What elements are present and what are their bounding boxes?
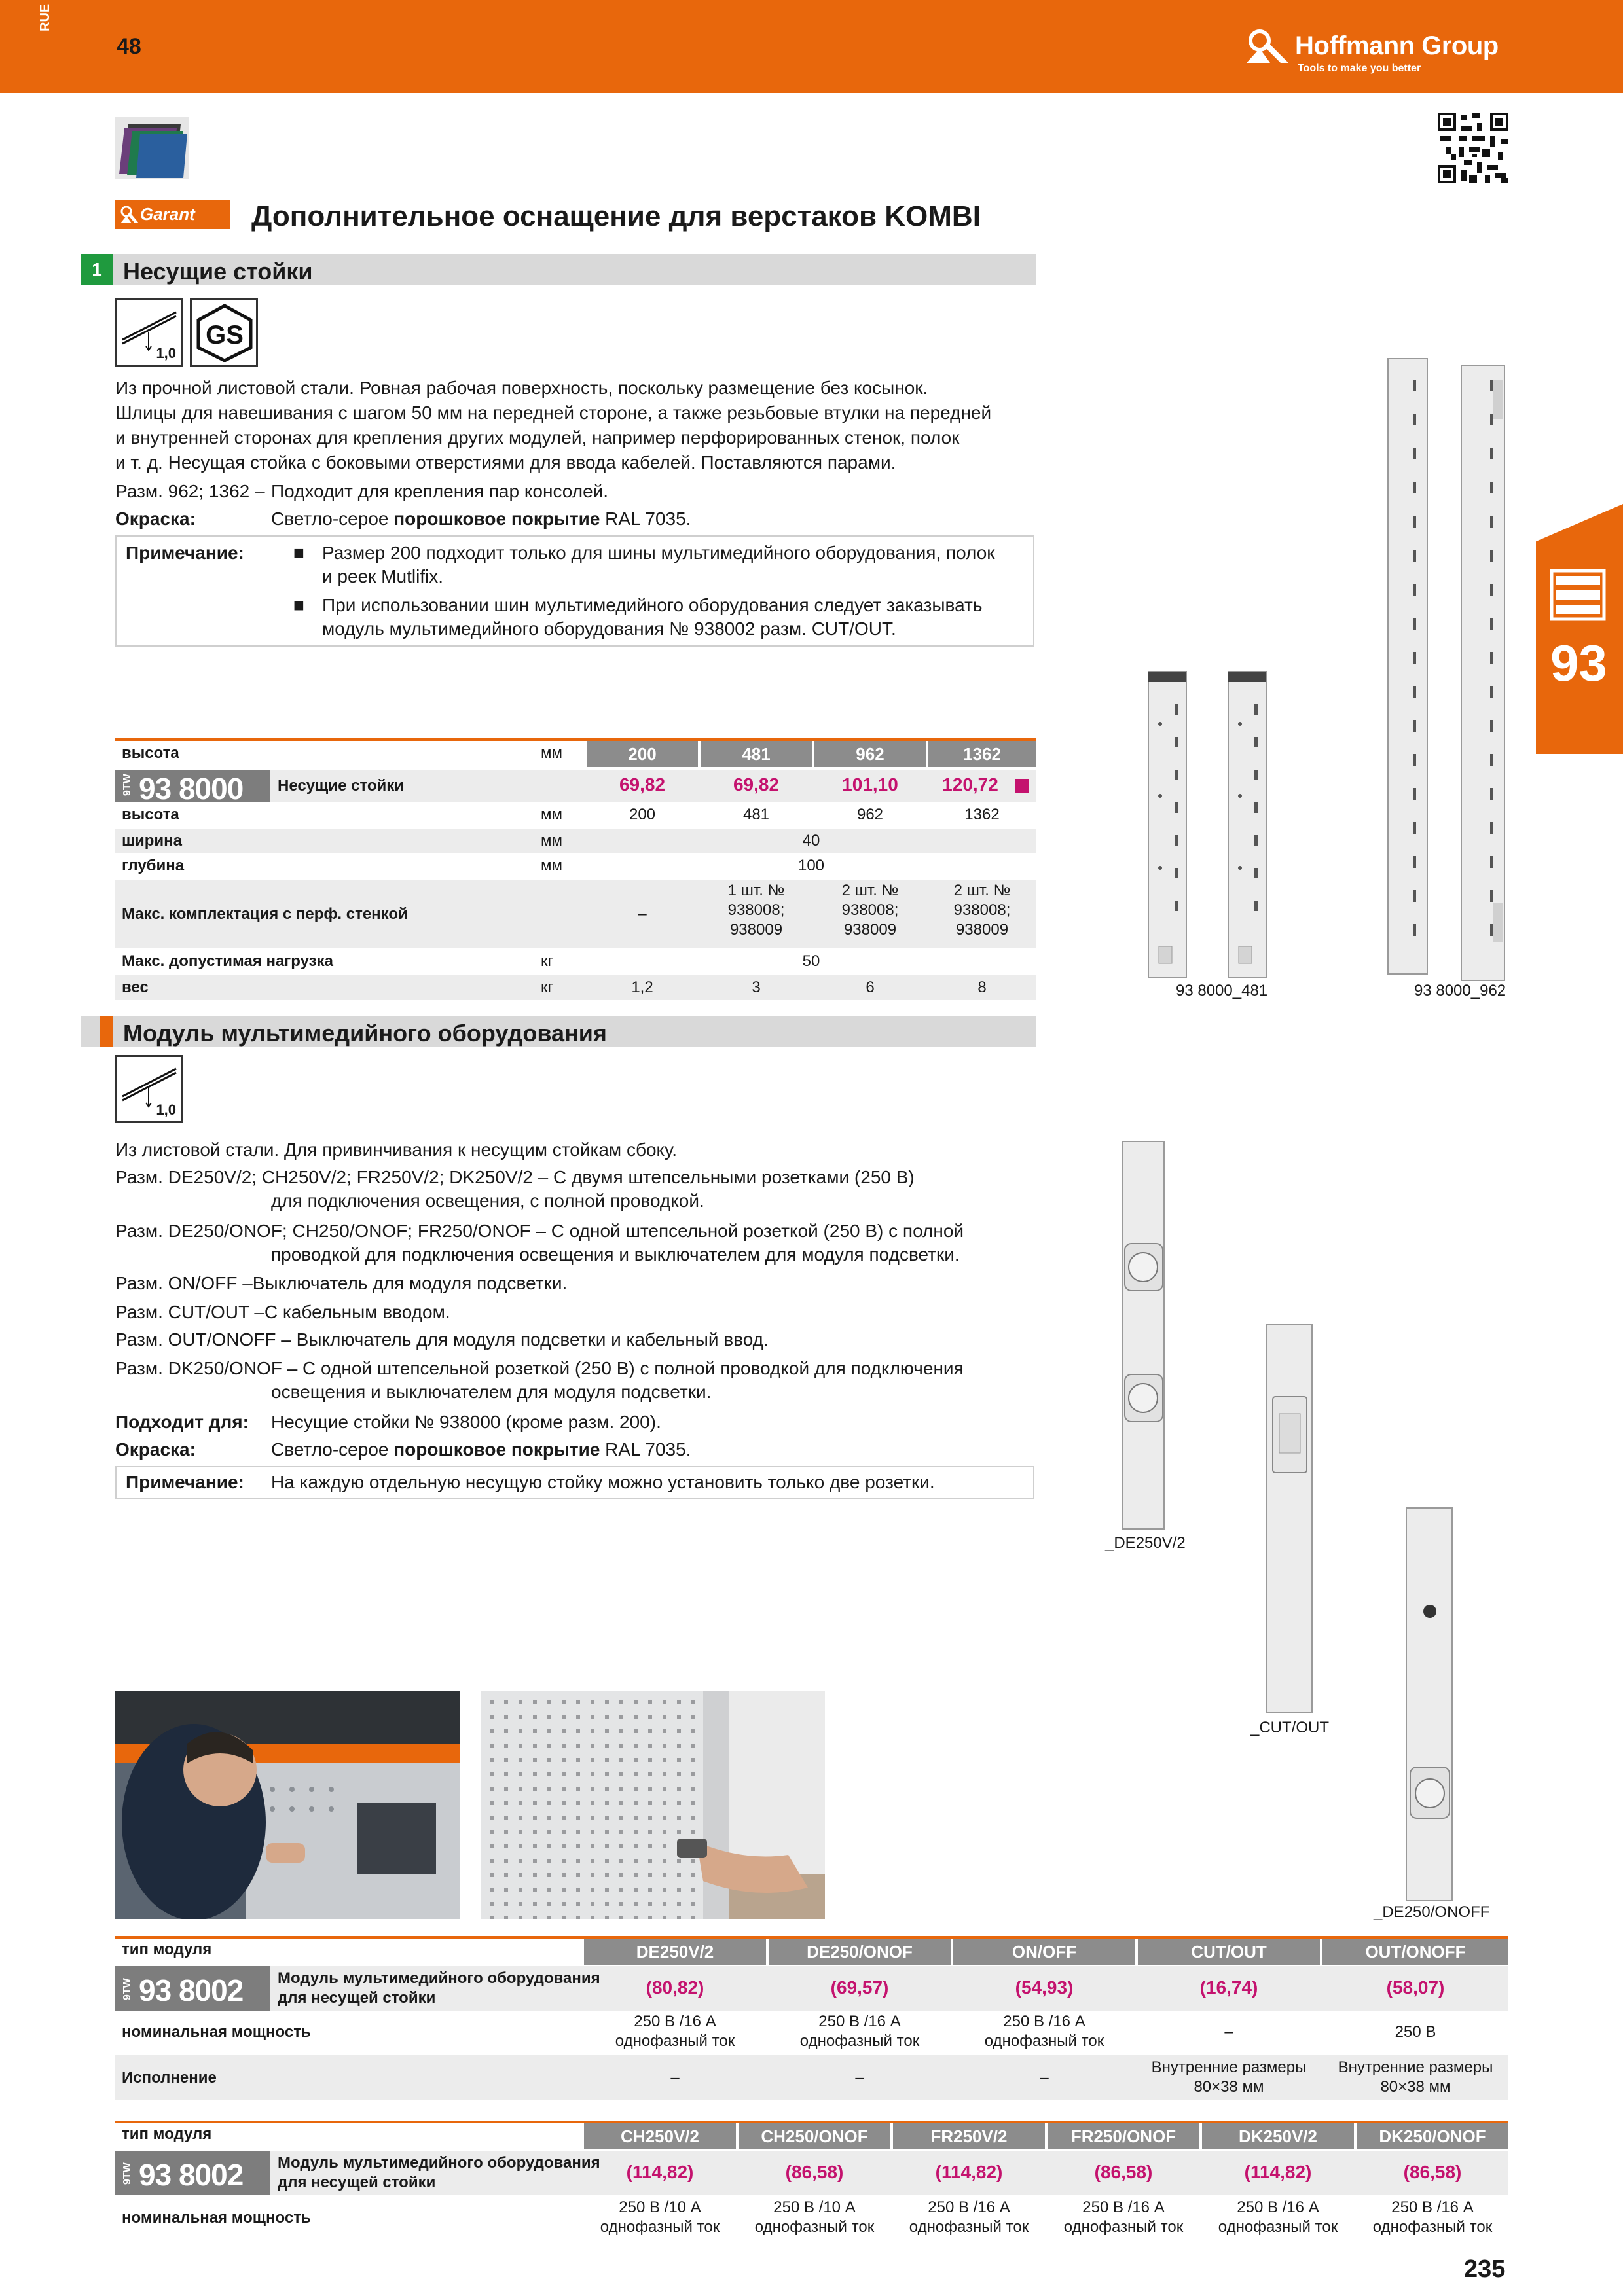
max-config-value: 938009 (843, 921, 897, 939)
sheet-thickness-icon (115, 298, 183, 367)
article-number-box[interactable] (115, 770, 270, 806)
chapter-tab[interactable] (1536, 504, 1623, 754)
max-config-value: – (638, 905, 647, 923)
power-value: однофазный ток (1063, 2218, 1184, 2236)
thickness-value: 1,0 (156, 345, 176, 361)
note-label: Примечание: (126, 543, 244, 563)
section-2-line: Разм. CUT/OUT –С кабельным вводом. (115, 1302, 450, 1322)
article-number-box[interactable] (115, 1966, 270, 2011)
max-load-value: 50 (802, 952, 820, 970)
unit-mm: мм (541, 857, 562, 874)
price: (16,74) (1199, 1977, 1258, 1998)
depth-label: глубина (122, 857, 185, 874)
max-config-label: Макс. комплектация с перф. стенкой (122, 905, 408, 923)
max-config-value: 938008; (953, 901, 1011, 919)
power-value: однофазный ток (909, 2218, 1029, 2236)
garant-brand-badge (115, 200, 230, 229)
size-header: 481 (701, 741, 812, 767)
hoffmann-logo[interactable] (1244, 26, 1506, 79)
caption-cutout: _CUT/OUT (1250, 1719, 1329, 1736)
price: (54,93) (1015, 1977, 1074, 1998)
section-2-header (81, 1016, 1036, 1047)
module-de250v2-image (1120, 1139, 1172, 1532)
note-line-2: и реек Mutlifix. (322, 566, 444, 586)
caption-de250v2: _DE250V/2 (1105, 1534, 1186, 1552)
price: (80,82) (646, 1977, 704, 1998)
power-value: 250 В /16 А (1391, 2198, 1474, 2216)
price: (58,07) (1386, 1977, 1445, 1998)
page-number-top: 48 (117, 34, 141, 59)
section-1-desc-line-3: и внутренней сторонах для крепления других модулей, например перфорированных стенок, полок (115, 427, 960, 448)
gs-certification-icon (190, 298, 258, 367)
section-1-desc-line-2: Шлицы для навешивания с шагом 50 мм на передней стороне, а также резьбовые втулки на передней (115, 403, 992, 423)
unit-mm: мм (541, 744, 562, 762)
execution-value: Внутренние размеры (1338, 2058, 1493, 2076)
section-2-line: Разм. OUT/ONOFF – Выключатель для модуля подсветки и кабельный ввод. (115, 1329, 769, 1350)
module-type-label: тип модуля (122, 1941, 212, 1958)
section-title: Несущие стойки (123, 258, 313, 285)
unit-mm: мм (541, 832, 562, 850)
page-number: 235 (1464, 2255, 1506, 2283)
module-type-header: DK250V/2 (1202, 2123, 1354, 2149)
stand-481-image (1139, 665, 1283, 979)
execution-value: Внутренние размеры (1151, 2058, 1307, 2076)
size-header: 200 (587, 741, 698, 767)
language-code: RUE (38, 3, 52, 31)
price: (86,58) (1094, 2162, 1153, 2182)
size-header: 1362 (928, 741, 1036, 767)
execution-value: 80×38 мм (1194, 2078, 1264, 2096)
article-prefix: 9TW (122, 2162, 133, 2185)
execution-value: 80×38 мм (1380, 2078, 1451, 2096)
power-value: однофазный ток (1372, 2218, 1493, 2236)
module-type-header: ON/OFF (953, 1939, 1135, 1965)
section-2-line: Разм. DE250/ONOF; CH250/ONOF; FR250/ONOF – С одной штепсельной розеткой (250 В) с полной (115, 1221, 964, 1241)
article-name-line-1: Модуль мультимедийного оборудования (278, 1969, 600, 1987)
sheet-thickness-icon (115, 1055, 183, 1123)
power-label: номинальная мощность (122, 2209, 311, 2227)
section-2-line: Из листовой стали. Для привинчивания к несущим стойкам сбоку. (115, 1139, 678, 1160)
height-value: 1362 (964, 806, 1000, 823)
module-type-header: CH250V/2 (584, 2123, 736, 2149)
section-2-line: освещения и выключателем для модуля подсветки. (271, 1382, 712, 1402)
execution-value: – (855, 2069, 864, 2087)
height-value: 200 (629, 806, 656, 823)
max-config-value: 938008; (841, 901, 899, 919)
max-config-value: 2 шт. № (841, 882, 899, 899)
power-value: 250 В /10 А (619, 2198, 701, 2216)
power-value: 250 В /16 А (1237, 2198, 1319, 2216)
module-type-header: OUT/ONOFF (1322, 1939, 1508, 1965)
unit-kg: кг (541, 978, 554, 996)
power-value: однофазный ток (1218, 2218, 1338, 2236)
execution-value: – (670, 2069, 680, 2087)
size-header: 962 (814, 741, 926, 767)
workshop-photo (115, 1691, 460, 1919)
execution-value: – (1040, 2069, 1049, 2087)
article-number-box[interactable] (115, 2151, 270, 2195)
article-number: 93 8002 (139, 2158, 244, 2192)
caption-962: 93 8000_962 (1414, 982, 1506, 999)
garant-label: Garant (140, 204, 195, 224)
unit-mm: мм (541, 806, 562, 823)
section-2-line: Разм. ON/OFF –Выключатель для модуля подсветки. (115, 1273, 568, 1293)
max-load-label: Макс. допустимая нагрузка (122, 952, 333, 970)
module-type-header: DK250/ONOF (1357, 2123, 1508, 2149)
power-value: 250 В /16 А (928, 2198, 1010, 2216)
article-number: 93 8002 (139, 1973, 244, 2007)
workbench-icon (1549, 568, 1607, 622)
execution-label: Исполнение (122, 2069, 217, 2087)
height-label: высота (122, 744, 179, 762)
module-type-header: DE250/ONOF (769, 1939, 951, 1965)
depth-value: 100 (797, 857, 825, 874)
fits-text: Несущие стойки № 938000 (кроме разм. 200). (271, 1412, 661, 1432)
module-de250onoff-image (1404, 1505, 1456, 1905)
weight-value: 3 (752, 978, 761, 996)
height-label: высота (122, 806, 179, 823)
article-name: Несущие стойки (278, 777, 405, 795)
price: (114,82) (626, 2162, 694, 2182)
fits-label: Подходит для: (115, 1412, 249, 1432)
power-value: 250 В /10 А (773, 2198, 856, 2216)
size-text: Подходит для крепления пар консолей. (271, 481, 609, 501)
paint-label: Окраска: (115, 1439, 196, 1460)
note-label: Примечание: (126, 1472, 244, 1492)
price: 120,72 (942, 774, 998, 795)
note-line-4: модуль мультимедийного оборудования № 938002 разм. CUT/OUT. (322, 619, 896, 639)
thickness-value: 1,0 (156, 1102, 176, 1118)
price: (86,58) (785, 2162, 844, 2182)
paint-text: Светло-серое порошковое покрытие RAL 7035. (271, 1439, 691, 1460)
section-2-line: Разм. DK250/ONOF – С одной штепсельной розеткой (250 В) с полной проводкой для подключения (115, 1358, 964, 1378)
page-title: Дополнительное оснащение для верстаков KOMBI (251, 200, 981, 232)
section-marker (100, 1016, 113, 1047)
power-label: номинальная мощность (122, 2023, 311, 2041)
bullet-icon: ■ (293, 543, 304, 563)
power-value: 250 В /16 А (1003, 2013, 1085, 2030)
bullet-icon: ■ (293, 595, 304, 615)
power-value: 250 В (1395, 2023, 1436, 2041)
article-name-line-1: Модуль мультимедийного оборудования (278, 2154, 600, 2172)
article-prefix: 9TW (122, 774, 133, 796)
weight-value: 1,2 (631, 978, 653, 996)
chapter-number: 93 (1550, 634, 1607, 692)
garant-logo-icon (119, 206, 139, 224)
max-config-value: 938009 (729, 921, 783, 939)
gs-mark: GS (206, 321, 244, 350)
section-1-desc-line-4: и т. д. Несущая стойка с боковыми отверстиями для ввода кабелей. Поставляются парами. (115, 452, 896, 473)
article-name-line-2: для несущей стойки (278, 2174, 436, 2191)
module-type-header: CH250/ONOF (739, 2123, 890, 2149)
caption-de250onoff: _DE250/ONOFF (1374, 1903, 1490, 1921)
module-cutout-image (1264, 1322, 1316, 1715)
section-1-desc-line-1: Из прочной листовой стали. Ровная рабочая поверхность, поскольку размещение без косынок. (115, 378, 928, 398)
module-type-header: FR250/ONOF (1048, 2123, 1199, 2149)
module-type-header: FR250V/2 (893, 2123, 1045, 2149)
power-value: однофазный ток (600, 2218, 720, 2236)
max-config-value: 938008; (727, 901, 785, 919)
note-line-3: При использовании шин мультимедийного оборудования следует заказывать (322, 595, 983, 615)
unit-kg: кг (541, 952, 554, 970)
article-name-line-2: для несущей стойки (278, 1989, 436, 2007)
logo-mark-icon (1244, 29, 1290, 64)
max-config-value: 1 шт. № (727, 882, 785, 899)
height-value: 962 (856, 806, 884, 823)
stand-962-image (1381, 353, 1512, 982)
section-2-line: для подключения освещения, с полной проводкой. (271, 1191, 704, 1211)
note-line-1: Размер 200 подходит только для шины мультимедийного оборудования, полок (322, 543, 995, 563)
qr-code[interactable] (1438, 113, 1508, 183)
max-config-value: 938009 (955, 921, 1009, 939)
power-value: однофазный ток (799, 2032, 920, 2050)
power-value: однофазный ток (984, 2032, 1104, 2050)
paint-text: Светло-серое порошковое покрытие RAL 7035. (271, 509, 691, 529)
paint-label: Окраска: (115, 509, 196, 529)
power-value: – (1224, 2023, 1233, 2041)
perforated-panel-photo (481, 1691, 825, 1919)
module-type-label: тип модуля (122, 2125, 212, 2143)
power-value: 250 В /16 А (1082, 2198, 1165, 2216)
article-number: 93 8000 (139, 772, 244, 806)
price: 69,82 (733, 774, 780, 795)
height-value: 481 (742, 806, 770, 823)
price: (114,82) (1244, 2162, 1312, 2182)
price: (114,82) (935, 2162, 1003, 2182)
power-value: 250 В /16 А (818, 2013, 901, 2030)
power-value: однофазный ток (754, 2218, 875, 2236)
color-swatch-image (115, 117, 189, 179)
power-value: однофазный ток (615, 2032, 735, 2050)
power-value: 250 В /16 А (634, 2013, 716, 2030)
section-1-header (81, 254, 1036, 285)
module-type-header: DE250V/2 (584, 1939, 766, 1965)
price: (86,58) (1403, 2162, 1462, 2182)
note-text: На каждую отдельную несущую стойку можно установить только две розетки. (271, 1472, 935, 1492)
article-prefix: 9TW (122, 1978, 133, 2000)
weight-value: 6 (866, 978, 875, 996)
weight-label: вес (122, 978, 149, 996)
price: (69,57) (830, 1977, 889, 1998)
module-type-header: CUT/OUT (1138, 1939, 1320, 1965)
weight-value: 8 (977, 978, 987, 996)
brand-name: Hoffmann Group (1295, 31, 1499, 60)
section-2-line: проводкой для подключения освещения и выключателем для модуля подсветки. (271, 1244, 960, 1265)
width-value: 40 (802, 832, 820, 850)
size-label: Разм. 962; 1362 – (115, 481, 265, 501)
section-number: 1 (81, 254, 113, 285)
price: 69,82 (619, 774, 666, 795)
caption-481: 93 8000_481 (1176, 982, 1268, 999)
max-config-value: 2 шт. № (953, 882, 1011, 899)
brand-tagline: Tools to make you better (1298, 63, 1421, 74)
section-title: Модуль мультимедийного оборудования (123, 1020, 607, 1047)
price: 101,10 (842, 774, 898, 795)
new-marker-icon (1015, 779, 1029, 793)
section-2-line: Разм. DE250V/2; CH250V/2; FR250V/2; DK250V/2 – С двумя штепсельными розетками (250 В) (115, 1167, 915, 1187)
width-label: ширина (122, 832, 183, 850)
